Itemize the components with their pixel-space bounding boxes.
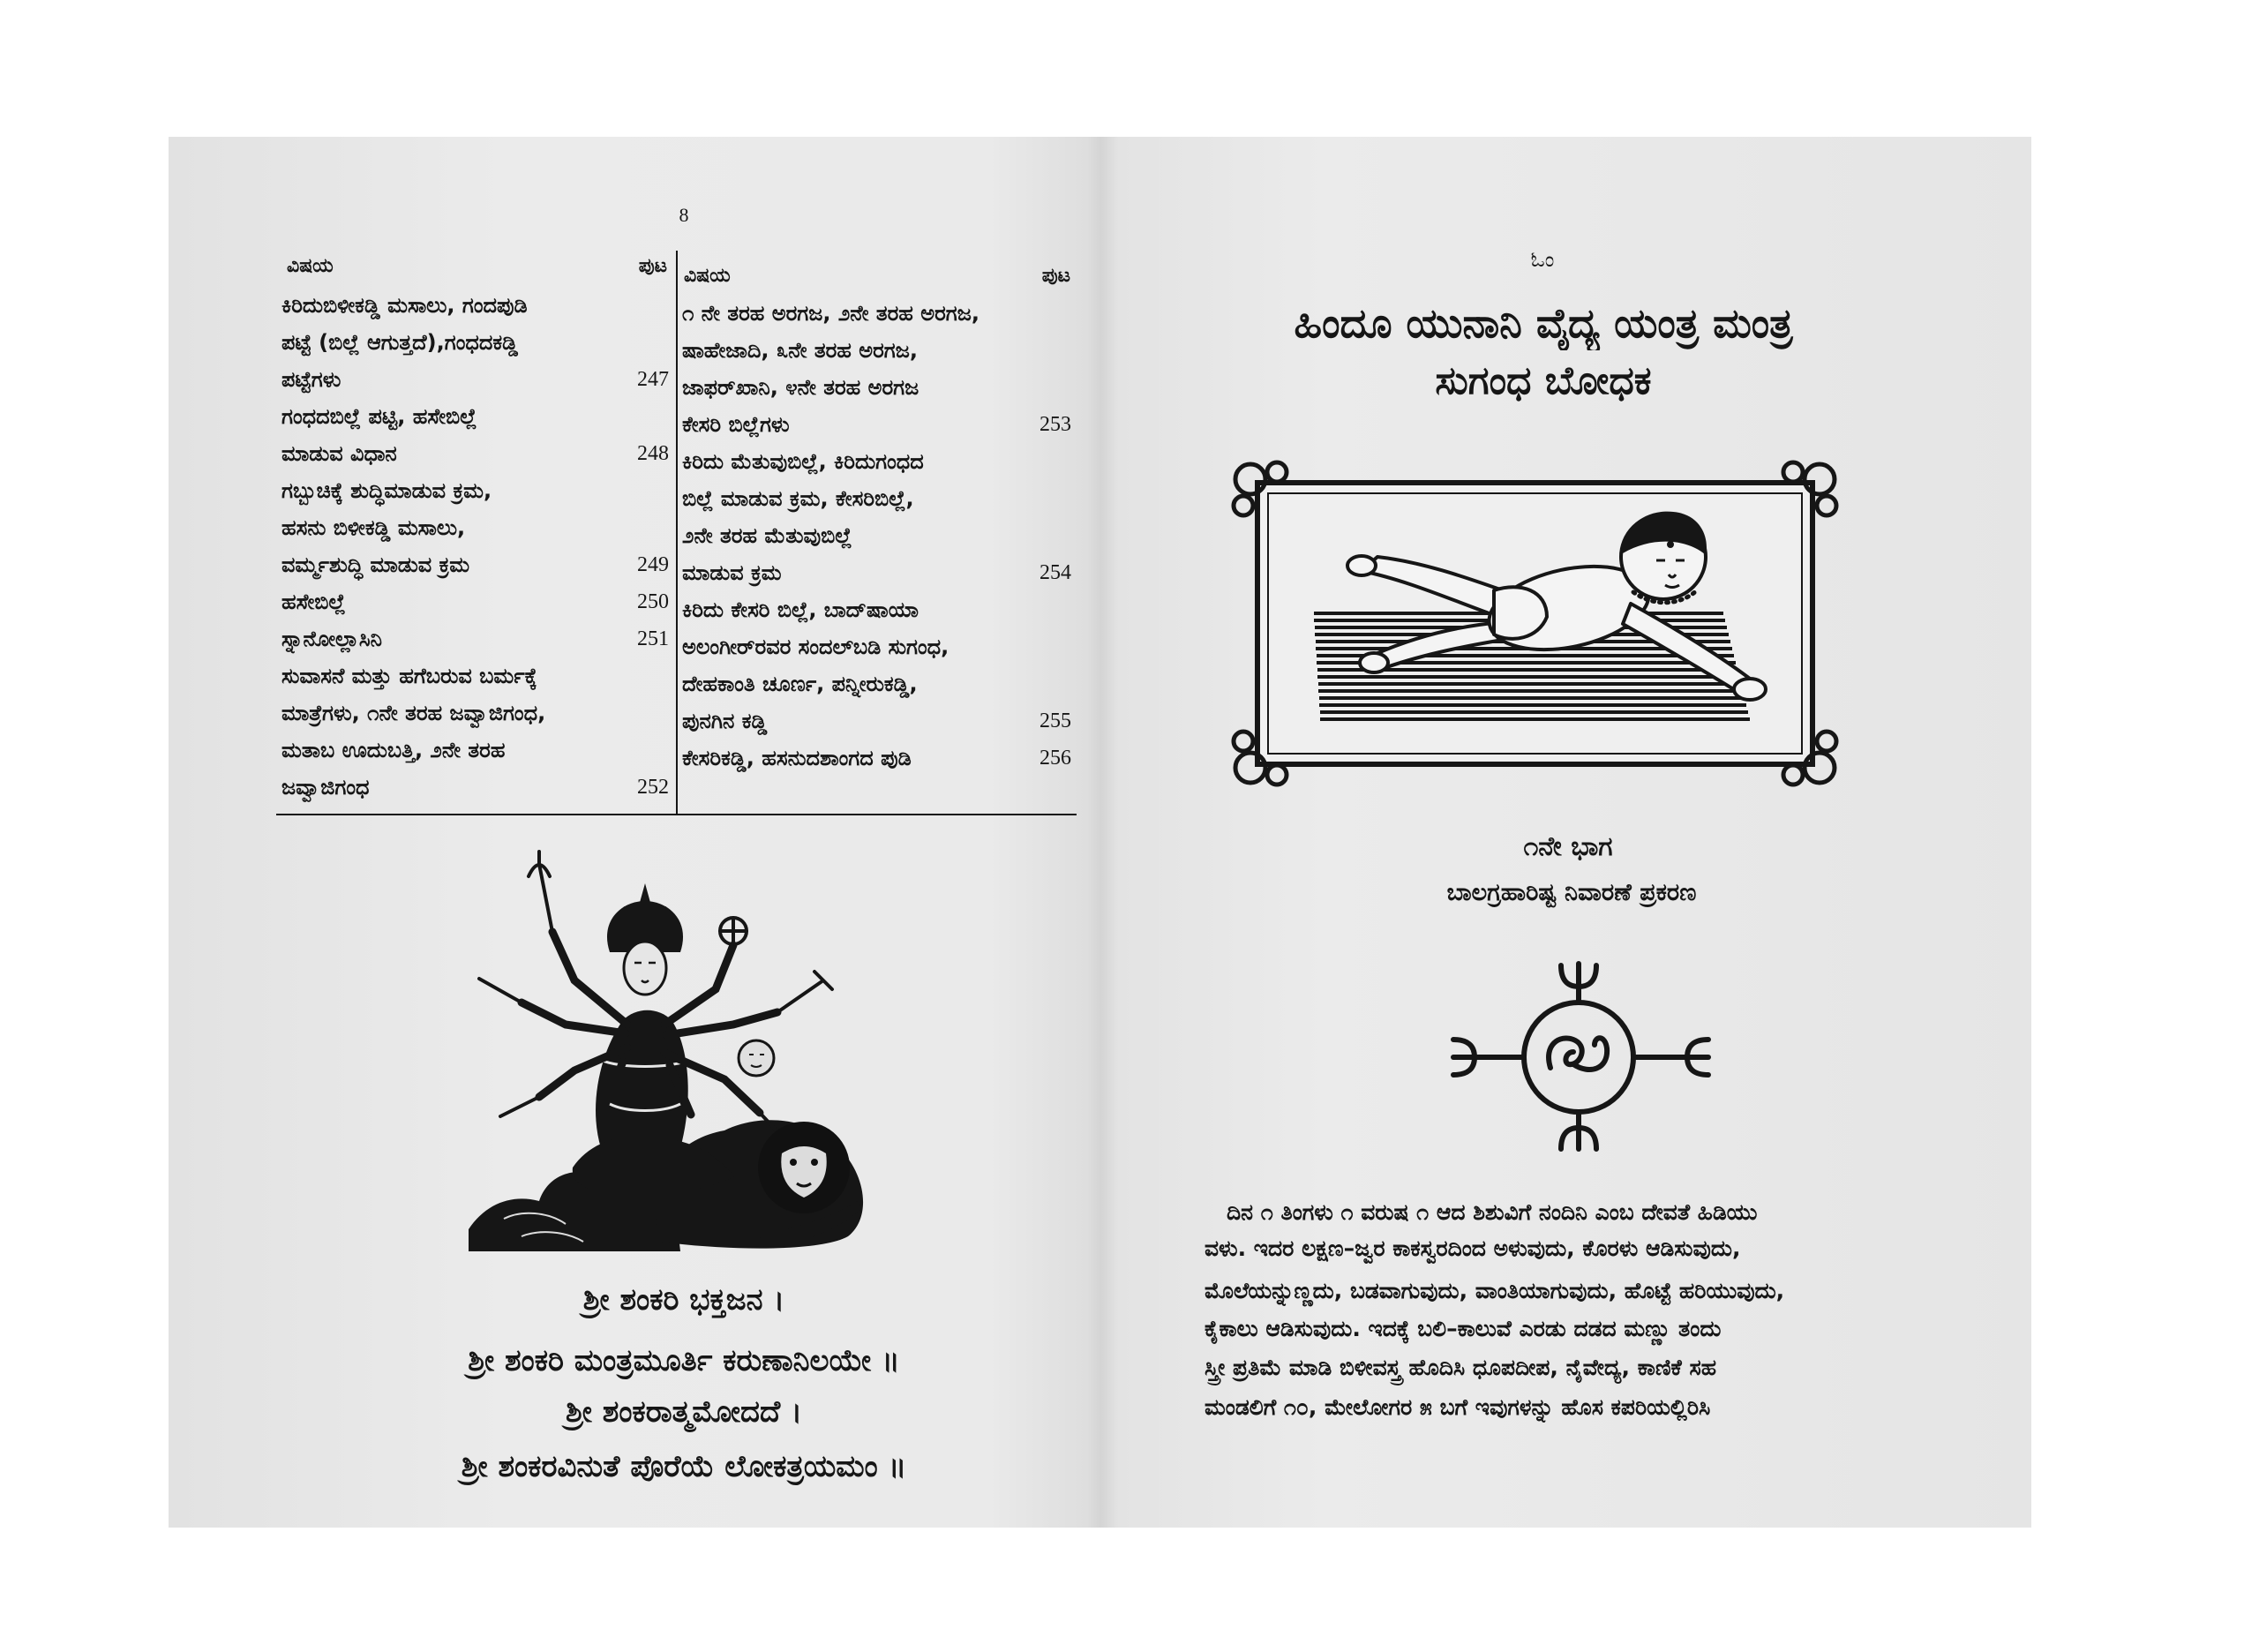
toc-entry bbox=[281, 398, 669, 435]
toc-entry bbox=[281, 324, 669, 361]
toc-entry bbox=[682, 332, 1071, 369]
toc-header-page: ಪುಟ bbox=[638, 255, 667, 277]
section-heading: ಬಾಲಗ್ರಹಾರಿಷ್ಟ ನಿವಾರಣೆ ಪ್ರಕರಣ bbox=[1446, 879, 1697, 906]
toc-header-subject: ವಿಷಯ bbox=[287, 255, 334, 277]
paragraph-line: ದಿನ ೧ ತಿಂಗಳು ೧ ವರುಷ ೧ ಆದ ಶಿಶುವಿಗೆ ನಂದಿನಿ ಎಂಬ ದೇವತೆ ಹಿಡಿಯು bbox=[1227, 1199, 1758, 1225]
toc-entry-text: ಕೇಸರಿ ಬಿಲ್ಲೆಗಳು bbox=[682, 412, 790, 437]
toc-entry bbox=[281, 509, 669, 546]
toc-entry-text: ಪುನಗಿನ ಕಡ್ಡಿ bbox=[682, 709, 768, 733]
toc-entry-text: ಮಾಡುವ ವಿಧಾನ bbox=[281, 441, 397, 466]
toc-entry bbox=[682, 295, 1071, 332]
toc-entry bbox=[281, 695, 669, 732]
toc-entry bbox=[281, 657, 669, 695]
toc-entry bbox=[682, 740, 1071, 777]
toc-entry-text: ಪಟ್ಟೆಗಳು bbox=[281, 367, 341, 392]
verse-line: ಶ್ರೀ ಶಂಕರವಿನುತೆ ಪೊರೆಯೆ ಲೋಕತ್ರಯಮಂ ॥ bbox=[461, 1449, 907, 1484]
book-title-line-2: ಸುಗಂಧ ಬೋಧಕ bbox=[1435, 358, 1652, 403]
toc-entry-page: 254 bbox=[1039, 561, 1071, 584]
toc-entry-page: 251 bbox=[637, 627, 669, 650]
toc-column-divider bbox=[676, 251, 678, 814]
toc-entry bbox=[281, 732, 669, 769]
verse-line: ಶ್ರೀ ಶಂಕರಾತ್ಮಮೋದದೆ । bbox=[565, 1394, 803, 1430]
paragraph-line: ಸ್ತ್ರೀ ಪ್ರತಿಮೆ ಮಾಡಿ ಬಿಳೀವಸ್ತ್ರ ಹೊದಿಸಿ ಧೂಪದೀಪ, ನೈವೇದ್ಯ, ಕಾಣಿಕೆ ಸಹ bbox=[1205, 1355, 1717, 1380]
toc-entry-text: ಹಸನು ಬಿಳೀಕಡ್ಡಿ ಮಸಾಲು, bbox=[281, 515, 466, 540]
book-spread bbox=[169, 137, 2031, 1528]
toc-header-subject: ವಿಷಯ bbox=[684, 265, 731, 287]
toc-entry-page: 249 bbox=[637, 553, 669, 576]
toc-entry-text: ಮತಾಬ ಊದುಬತ್ತಿ, ೨ನೇ ತರಹ bbox=[281, 738, 506, 762]
toc-entry bbox=[682, 628, 1071, 665]
toc-entry-page: 253 bbox=[1039, 413, 1071, 436]
toc-entry bbox=[281, 361, 669, 398]
part-heading: ೧ನೇ ಭಾಗ bbox=[1523, 831, 1613, 862]
toc-entry-text: ಜವ್ವಾಜಿಗಂಧ bbox=[281, 775, 370, 800]
toc-entry-text: ಷಾಹೇಜಾದಿ, ೩ನೇ ತರಹ ಅರಗಜ, bbox=[682, 338, 919, 363]
toc-entry-text: ೧ ನೇ ತರಹ ಅರಗಜ, ೨ನೇ ತರಹ ಅರಗಜ, bbox=[682, 301, 980, 326]
toc-entry-text: ಪಟ್ಟೆ (ಬಿಲ್ಲೆ ಆಗುತ್ತದೆ),ಗಂಧದಕಡ್ಡಿ bbox=[281, 330, 518, 355]
toc-entry-text: ಗಬ್ಬುಚಿಕ್ಕೆ ಶುದ್ಧಿಮಾಡುವ ಕ್ರಮ, bbox=[281, 478, 492, 503]
toc-entry-text: ಸುವಾಸನೆ ಮತ್ತು ಹಗೆಬರುವ ಬರ್ಮಕ್ಕೆ bbox=[281, 664, 537, 688]
toc-entry bbox=[281, 769, 669, 806]
toc-entry-page: 247 bbox=[637, 368, 669, 391]
toc-entry-text: ೨ನೇ ತರಹ ಮೆತುವುಬಿಲ್ಲೆ bbox=[682, 523, 852, 548]
toc-entry-text: ಗಂಧದಬಿಲ್ಲೆ ಪಟ್ಟಿ, ಹಸೇಬಿಲ್ಲೆ bbox=[281, 404, 477, 429]
paragraph-line: ವಳು. ಇದರ ಲಕ್ಷಣ–ಜ್ವರ ಕಾಕಸ್ವರದಿಂದ ಅಳುವುದು, ಕೊರಳು ಆಡಿಸುವುದು, bbox=[1205, 1235, 1741, 1261]
toc-column-left bbox=[281, 287, 669, 806]
toc-entry-text: ವರ್ಮ್ಮಶುದ್ಧಿ ಮಾಡುವ ಕ್ರಮ bbox=[281, 552, 470, 577]
toc-entry-text: ಕಿರಿದು ಮೆತುವುಬಿಲ್ಲೆ, ಕಿರಿದುಗಂಧದ bbox=[682, 449, 924, 474]
toc-entry-page: 255 bbox=[1039, 710, 1071, 732]
toc-entry bbox=[281, 583, 669, 620]
toc-entry bbox=[682, 480, 1071, 517]
toc-entry-text: ಹಸೇಬಿಲ್ಲೆ bbox=[281, 589, 346, 614]
toc-entry-page: 248 bbox=[637, 442, 669, 465]
paragraph-line: ಮಂಡಲಿಗೆ ೧೦, ಮೇಲೋಗರ ೫ ಬಗೆ ಇವುಗಳನ್ನು ಹೊಸ ಕಪರಿಯಲ್ಲಿರಿಸಿ bbox=[1205, 1394, 1711, 1420]
toc-entry-page: 256 bbox=[1039, 747, 1071, 770]
toc-entry bbox=[281, 546, 669, 583]
toc-entry bbox=[682, 369, 1071, 406]
toc-entry-text: ಅಲಂಗೀರ್‌ರವರ ಸಂದಲ್‌ಬಡಿ ಸುಗಂಧ, bbox=[682, 635, 949, 659]
toc-entry bbox=[281, 620, 669, 657]
toc-entry bbox=[682, 406, 1071, 443]
toc-bottom-rule bbox=[276, 814, 1077, 815]
toc-entry-text: ಕಿರಿದುಬಿಳೀಕಡ್ಡಿ ಮಸಾಲು, ಗಂದಪುಡಿ bbox=[281, 293, 528, 318]
toc-entry bbox=[281, 435, 669, 472]
toc-entry bbox=[682, 702, 1071, 740]
toc-entry-text: ದೇಹಕಾಂತಿ ಚೂರ್ಣ, ಪನ್ನೀರುಕಡ್ಡಿ, bbox=[682, 672, 918, 696]
toc-entry-page: 252 bbox=[637, 776, 669, 799]
toc-entry-text: ಕಿರಿದು ಕೇಸರಿ ಬಿಲ್ಲೆ, ಬಾದ್‌ಷಾಯಾ bbox=[682, 597, 919, 622]
toc-entry-text: ಮಾಡುವ ಕ್ರಮ bbox=[682, 560, 782, 585]
infant-illustration bbox=[1229, 458, 1841, 789]
toc-entry-text: ಮಾತ್ರೆಗಳು, ೧ನೇ ತರಹ ಜವ್ವಾಜಿಗಂಧ, bbox=[281, 701, 546, 725]
toc-entry bbox=[682, 554, 1071, 591]
toc-entry bbox=[682, 517, 1071, 554]
toc-entry-text: ಕೇಸರಿಕಡ್ಡಿ, ಹಸನುದಶಾಂಗದ ಪುಡಿ bbox=[682, 746, 912, 770]
paragraph-line: ಮೊಲೆಯನ್ನುಣ್ಣದು, ಬಡವಾಗುವುದು, ವಾಂತಿಯಾಗುವುದು, ಹೊಟ್ಟೆ ಹರಿಯುವುದು, bbox=[1205, 1278, 1785, 1303]
toc-header-page: ಪುಟ bbox=[1041, 265, 1070, 287]
toc-entry bbox=[281, 472, 669, 509]
goddess-illustration bbox=[469, 848, 880, 1251]
toc-entry-text: ಬಿಲ್ಲೆ ಮಾಡುವ ಕ್ರಮ, ಕೇಸರಿಬಿಲ್ಲೆ, bbox=[682, 486, 914, 511]
om-heading: ಓಂ bbox=[1530, 247, 1555, 272]
toc-entry bbox=[682, 665, 1071, 702]
toc-entry bbox=[682, 591, 1071, 628]
toc-column-right bbox=[682, 295, 1071, 777]
verse-line: ಶ್ರೀ ಶಂಕರಿ ಮಂತ್ರಮೂರ್ತಿ ಕರುಣಾನಿಲಯೇ ॥ bbox=[468, 1343, 900, 1378]
page-number: 8 bbox=[679, 204, 689, 226]
book-title-line-1: ಹಿಂದೂ ಯುನಾನಿ ವೈದ್ಯ ಯಂತ್ರ ಮಂತ್ರ bbox=[1294, 299, 1793, 347]
toc-entry-page: 250 bbox=[637, 590, 669, 613]
toc-entry bbox=[682, 443, 1071, 480]
toc-entry-text: ಸ್ನಾನೋಲ್ಲಾಸಿನಿ bbox=[281, 627, 382, 651]
toc-entry bbox=[281, 287, 669, 324]
verse-line: ಶ್ರೀ ಶಂಕರಿ ಭಕ್ತಜನ । bbox=[582, 1282, 785, 1318]
yantra-diagram bbox=[1448, 960, 1714, 1153]
toc-entry-text: ಜಾಫರ್‌ಖಾನಿ, ೪ನೇ ತರಹ ಅರಗಜ bbox=[682, 375, 919, 400]
paragraph-line: ಕೈಕಾಲು ಆಡಿಸುವುದು. ಇದಕ್ಕೆ ಬಲಿ–ಕಾಲುವೆ ಎರಡು ದಡದ ಮಣ್ಣು ತಂದು bbox=[1205, 1316, 1722, 1341]
